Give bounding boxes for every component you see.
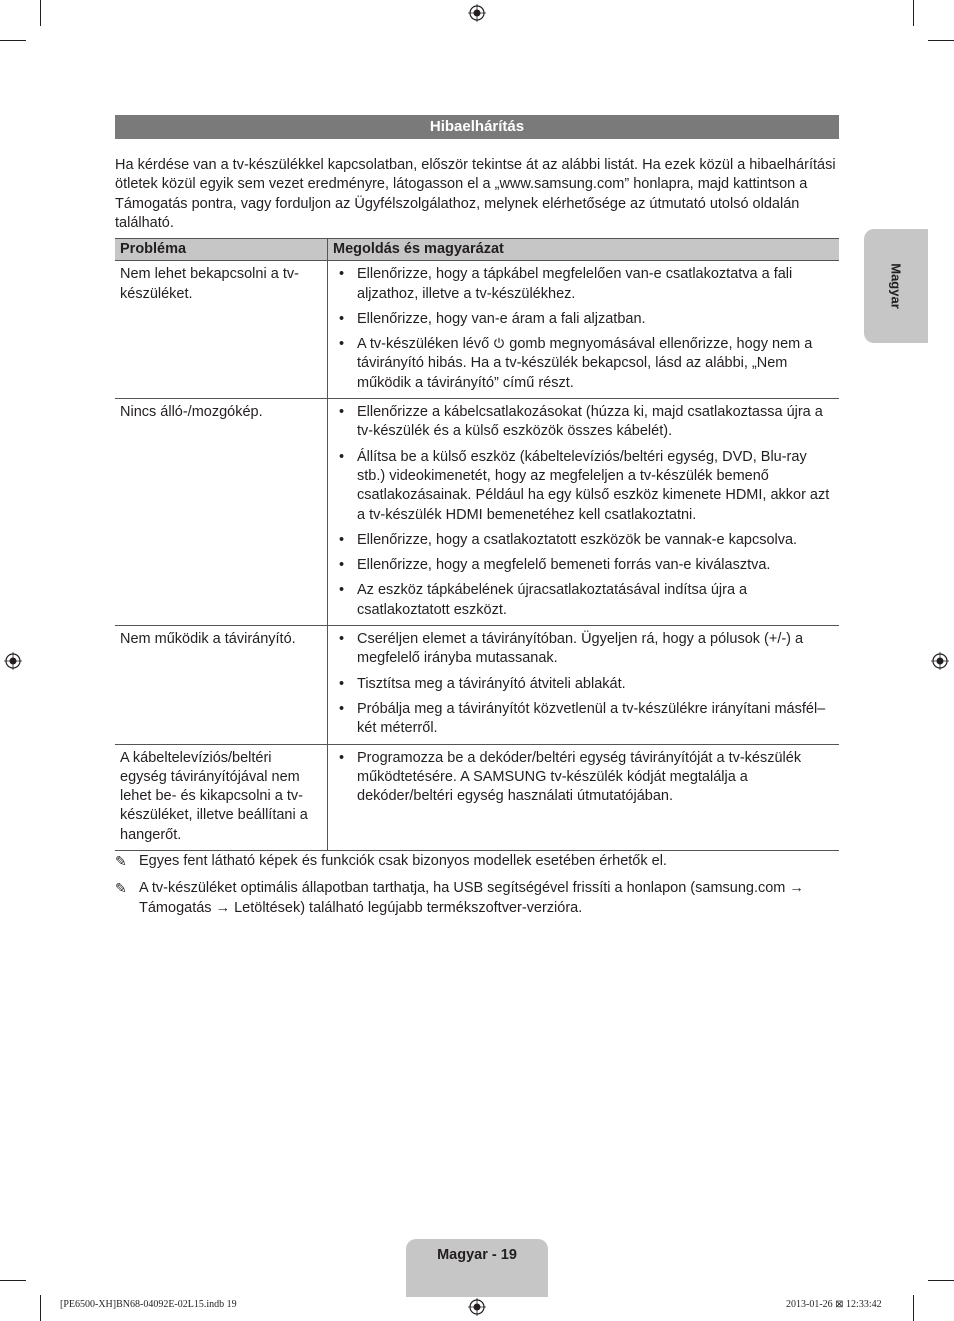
table-header-row bbox=[115, 239, 839, 261]
pencil-icon: ✎ bbox=[115, 880, 127, 897]
solution-cell bbox=[328, 399, 840, 626]
solution-text: Az eszköz tápkábelének újracsatlakoztatásával indítsa újra a csatlakoztatott eszközt. bbox=[357, 582, 748, 618]
crop-mark bbox=[913, 0, 914, 26]
table-row bbox=[115, 399, 839, 626]
notes bbox=[115, 852, 839, 926]
solution-item bbox=[333, 448, 834, 525]
crop-mark bbox=[40, 0, 41, 26]
power-icon bbox=[493, 337, 505, 349]
page-number: Magyar - 19 bbox=[437, 1247, 517, 1263]
solution-text: A tv-készüléken lévő bbox=[357, 336, 490, 353]
problem-cell: A kábeltelevíziós/beltéri egység távirányítójával nem lehet be- és kikapcsolni a tv-készüléket, illetve beállítani a hangerőt. bbox=[115, 744, 328, 850]
solution-item bbox=[333, 556, 834, 575]
crop-mark bbox=[0, 1280, 26, 1281]
pencil-icon: ✎ bbox=[115, 853, 127, 869]
table-row bbox=[115, 626, 839, 744]
solution-cell bbox=[328, 626, 840, 744]
solution-cell bbox=[328, 261, 840, 399]
bullet: • bbox=[339, 675, 345, 692]
solution-text: Programozza be a dekóder/beltéri egység távirányítóját a tv-készülék működtetésére. A SAMSUNG tv-készülék kódját megtalálja a dekóder/beltéri egység használati útmutatójában. bbox=[357, 749, 802, 805]
registration-mark-icon bbox=[4, 652, 22, 670]
solution-item bbox=[333, 310, 834, 329]
note-text: A tv-készüléket optimális állapotban tarthatja, ha USB segítségével frissíti a honlapon (samsung.com → Támogatás → Letöltések) található legújabb termékszoftver-verzióra. bbox=[139, 880, 804, 916]
crop-mark bbox=[928, 40, 954, 41]
bullet: • bbox=[339, 266, 345, 283]
table-row bbox=[115, 261, 839, 399]
solution-item bbox=[333, 630, 834, 669]
crop-mark bbox=[40, 1295, 41, 1321]
bullet: • bbox=[339, 531, 345, 548]
table-row bbox=[115, 744, 839, 850]
bullet: • bbox=[339, 310, 345, 327]
solution-item bbox=[333, 749, 834, 807]
solution-text: Ellenőrizze a kábelcsatlakozásokat (húzza ki, majd csatlakoztassa újra a tv-készülék és a külső eszközök összes kábelét). bbox=[357, 404, 823, 440]
column-header-problem: Probléma bbox=[115, 239, 328, 261]
registration-mark-icon bbox=[468, 1298, 486, 1316]
solution-text: Ellenőrizze, hogy a tápkábel megfelelően van-e csatlakoztatva a fali aljzathoz, illetve a tv-készülékhez. bbox=[357, 266, 793, 302]
problem-cell: Nem működik a távirányító. bbox=[115, 626, 328, 744]
crop-mark bbox=[913, 1295, 914, 1321]
solution-item bbox=[333, 403, 834, 442]
registration-mark-icon bbox=[931, 652, 949, 670]
bullet: • bbox=[339, 448, 345, 465]
solution-item bbox=[333, 335, 834, 393]
registration-mark-icon bbox=[468, 4, 486, 22]
bullet: • bbox=[339, 582, 345, 599]
bullet: • bbox=[339, 631, 345, 648]
troubleshooting-table bbox=[115, 238, 839, 851]
section-title: Hibaelhárítás bbox=[115, 115, 839, 139]
page-number-tab bbox=[406, 1239, 548, 1297]
solution-text: Ellenőrizze, hogy a csatlakoztatott eszközök be vannak-e kapcsolva. bbox=[357, 531, 798, 548]
print-timestamp: 2013-01-26 ⊠ 12:33:42 bbox=[786, 1299, 882, 1310]
problem-cell: Nincs álló-/mozgókép. bbox=[115, 399, 328, 626]
note-item bbox=[115, 879, 839, 918]
note-text: Egyes fent látható képek és funkciók csak bizonyos modellek esetében érhetők el. bbox=[139, 853, 667, 869]
solution-item bbox=[333, 675, 834, 694]
solution-item bbox=[333, 581, 834, 620]
solution-item bbox=[333, 700, 834, 739]
side-tab-label: Magyar bbox=[888, 263, 904, 309]
solution-item bbox=[333, 531, 834, 550]
solution-text: Állítsa be a külső eszköz (kábeltelevíziós/beltéri egység, DVD, Blu-ray stb.) videokimenetét, hogy az megfeleljen a tv-készülék bemenő csatlakozásainak. Például ha egy külső eszköz kimenete HDMI, akkor azt a tv-készülék HDMI bemenetéhez kell csatlakoztatni. bbox=[357, 448, 830, 523]
solution-text: Próbálja meg a távirányítót közvetlenül a tv-készülékre irányítani másfél–két méterről. bbox=[357, 700, 826, 737]
problem-cell: Nem lehet bekapcsolni a tv-készüléket. bbox=[115, 261, 328, 399]
solution-text: Ellenőrizze, hogy van-e áram a fali aljzatban. bbox=[357, 310, 646, 327]
bullet: • bbox=[339, 700, 345, 717]
solution-text: Tisztítsa meg a távirányító átviteli ablakát. bbox=[357, 675, 626, 692]
print-file-info: [PE6500-XH]BN68-04092E-02L15.indb 19 bbox=[60, 1299, 237, 1310]
bullet: • bbox=[339, 557, 345, 574]
bullet: • bbox=[339, 404, 345, 421]
intro-paragraph: Ha kérdése van a tv-készülékkel kapcsolatban, először tekintse át az alábbi listát. Ha ezek közül a hibaelhárítási ötletek közül egyik sem vezet eredményre, látogasson el a „www.samsung.com” honlapra, majd kattintson a Támogatás pontra, vagy forduljon az Ügyfélszolgálathoz, melynek elérhetősége az útmutató utolsó oldalán található. bbox=[115, 157, 836, 231]
solution-text: Ellenőrizze, hogy a megfelelő bemeneti forrás van-e kiválasztva. bbox=[357, 557, 771, 574]
solution-cell bbox=[328, 744, 840, 850]
bullet: • bbox=[339, 749, 345, 766]
column-header-solution: Megoldás és magyarázat bbox=[328, 239, 840, 261]
crop-mark bbox=[0, 40, 26, 41]
solution-item bbox=[333, 265, 834, 304]
language-side-tab bbox=[864, 229, 928, 343]
solution-text: Cseréljen elemet a távirányítóban. Ügyeljen rá, hogy a pólusok (+/-) a megfelelő irányba mutassanak. bbox=[357, 631, 804, 667]
bullet: • bbox=[339, 336, 345, 353]
crop-mark bbox=[928, 1280, 954, 1281]
solution-text: gomb megnyomásával ellenőrizze, hogy nem a távirányító hibás. Ha a tv-készülék bekapcsol, lásd az alábbi, „Nem működik a távirányító” című részt. bbox=[357, 336, 813, 391]
note-item bbox=[115, 852, 839, 871]
